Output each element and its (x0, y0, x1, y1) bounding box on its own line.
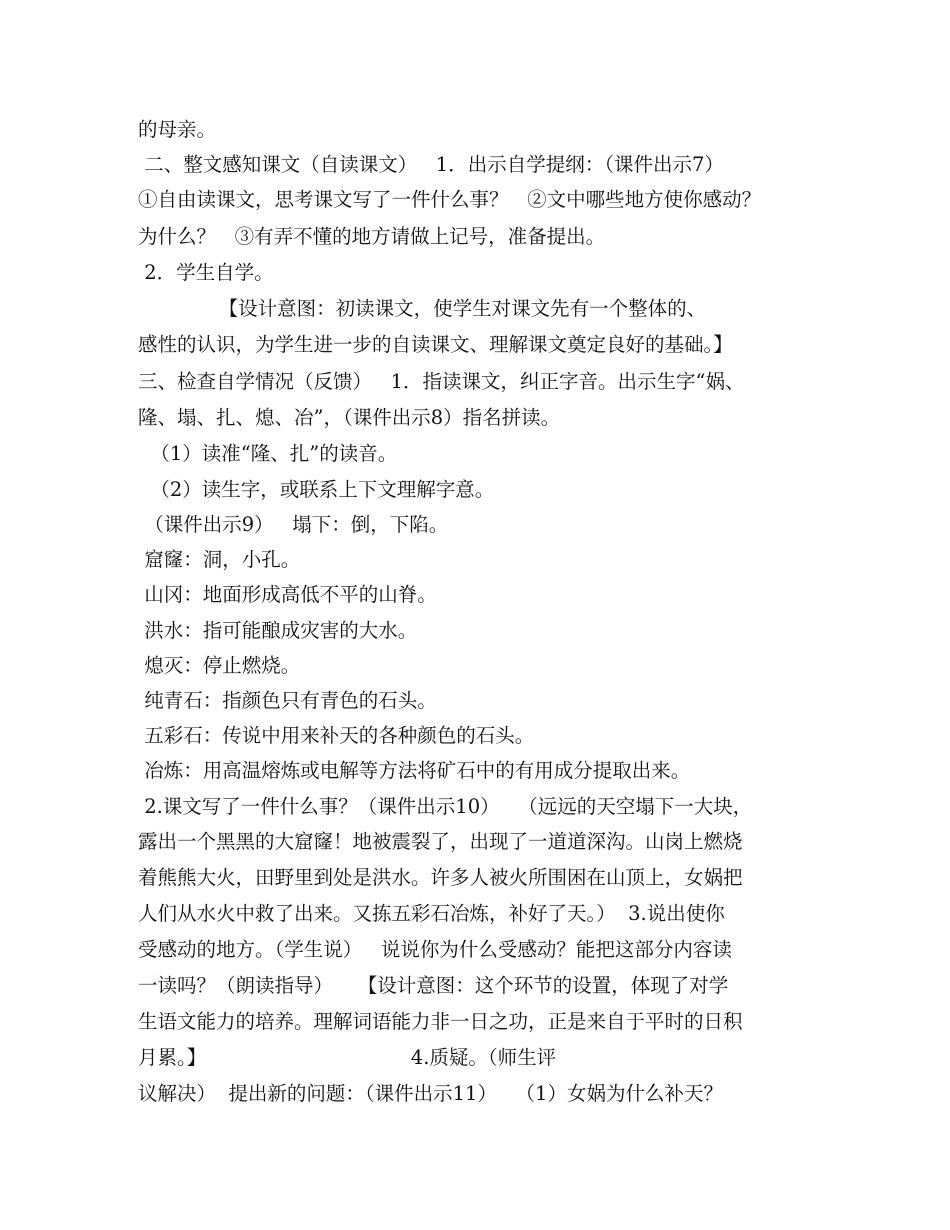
text-line: （2）读生字，或联系上下文理解字意。 (138, 478, 495, 501)
text-line: 2．学生自学。 (138, 261, 274, 284)
text-line: （1）读准“隆、扎”的读音。 (138, 442, 398, 465)
text-line: 议解决） 提出新的问题：（课件出示11） （1）女娲为什么补天？ (138, 1082, 723, 1105)
text-line: 月累。】 4.质疑。（师生评 (138, 1046, 557, 1069)
text-line: 纯青石：指颜色只有青色的石头。 (138, 689, 437, 712)
text-line: 三、检查自学情况（反馈） 1．指读课文，纠正字音。出示生字“娲、 (138, 370, 745, 393)
text-line: 洪水：指可能酿成灾害的大水。 (138, 619, 418, 642)
text-line: 一读吗？（朗读指导） 【设计意图：这个环节的设置，体现了对学 (138, 974, 729, 997)
text-line: 着熊熊大火，田野里到处是洪水。许多人被火所围困在山顶上，女娲把 (138, 866, 743, 889)
text-line: 山冈：地面形成高低不平的山脊。 (138, 583, 437, 606)
text-line: 熄灭：停止燃烧。 (138, 654, 301, 677)
text-line: 2.课文写了一件什么事？（课件出示10） （远远的天空塌下一大块， (138, 795, 753, 818)
text-line: 受感动的地方。（学生说） 说说你为什么受感动？能把这部分内容读 (138, 938, 732, 961)
text-line: 人们从水火中救了出来。又拣五彩石冶炼，补好了天。） 3.说出使你 (138, 902, 725, 925)
text-line: 五彩石：传说中用来补天的各种颜色的石头。 (138, 724, 535, 747)
text-line: 窟窿：洞，小孔。 (138, 548, 301, 571)
text-line: 【设计意图：初读课文，使学生对课文先有一个整体的、 (138, 297, 707, 320)
text-line: （课件出示9） 塌下：倒，下陷。 (138, 513, 449, 536)
text-line: 隆、塌、扎、熄、冶”，（课件出示8）指名拼读。 (138, 406, 561, 429)
text-line: ①自由读课文，思考课文写了一件什么事？ ②文中哪些地方使你感动？ (138, 188, 762, 211)
text-line: 为什么？ ③有弄不懂的地方请做上记号，准备提出。 (138, 225, 606, 248)
text-line: 露出一个黑黑的大窟窿！地被震裂了，出现了一道道深沟。山岗上燃烧 (138, 830, 743, 853)
text-line: 冶炼：用高温熔炼或电解等方法将矿石中的有用成分提取出来。 (138, 759, 691, 782)
text-line: 生语文能力的培养。理解词语能力非一日之功，正是来自于平时的日积 (138, 1010, 743, 1033)
text-line: 二、整文感知课文（自读课文） 1．出示自学提纲：（课件出示7） (138, 153, 724, 176)
text-line: 感性的认识，为学生进一步的自读课文、理解课文奠定良好的基础。】 (138, 333, 733, 356)
text-line: 的母亲。 (138, 118, 217, 141)
